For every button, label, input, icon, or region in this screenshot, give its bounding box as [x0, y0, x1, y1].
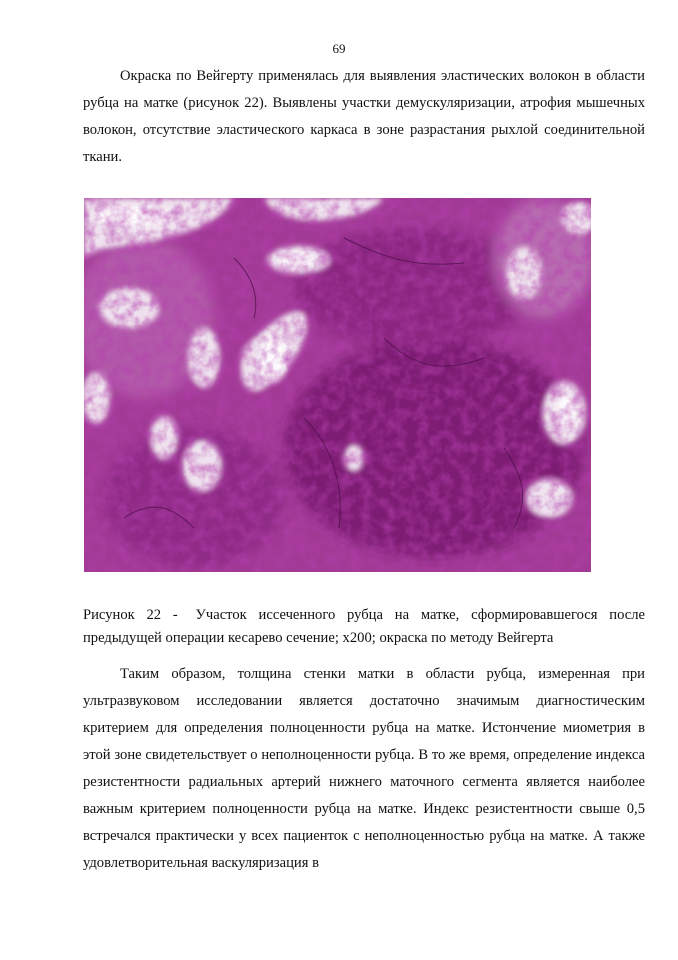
- paragraph-conclusion: Таким образом, толщина стенки матки в области рубца, измеренная при ультразвуковом исследовании является достаточно значимым диагностическим критерием для определения полноценности рубца на матке. Истончение миометрия в этой зоне свидетельствует о неполноценности рубца. В то же время, определение индекса резистентности радиальных артерий нижнего маточного сегмента является наиболее важным критерием полноценности рубца на матке. Индекс резистентности свыше 0,5 встречался практически у всех пациенток с неполноценностью рубца на матке. А также удовлетворительная васкуляризация в: [83, 666, 645, 871]
- page-number: 69: [332, 41, 346, 56]
- histology-figure: [84, 198, 591, 572]
- figure-caption-text: Участок иссеченного рубца на матке, сформировавшегося после предыдущей операции кесарево сечение; х200; окраска по методу Вейгерта: [83, 607, 645, 646]
- figure-label: Рисунок 22 -: [83, 607, 178, 623]
- micrograph-image: [84, 198, 591, 572]
- figure-caption: [83, 604, 645, 650]
- paragraph-intro: Окраска по Вейгерту применялась для выявления эластических волокон в области рубца на матке (рисунок 22). Выявлены участки демускуляризации, атрофия мышечных волокон, отсутствие эластического каркаса в зоне разрастания рыхлой соединительной ткани.: [83, 68, 645, 165]
